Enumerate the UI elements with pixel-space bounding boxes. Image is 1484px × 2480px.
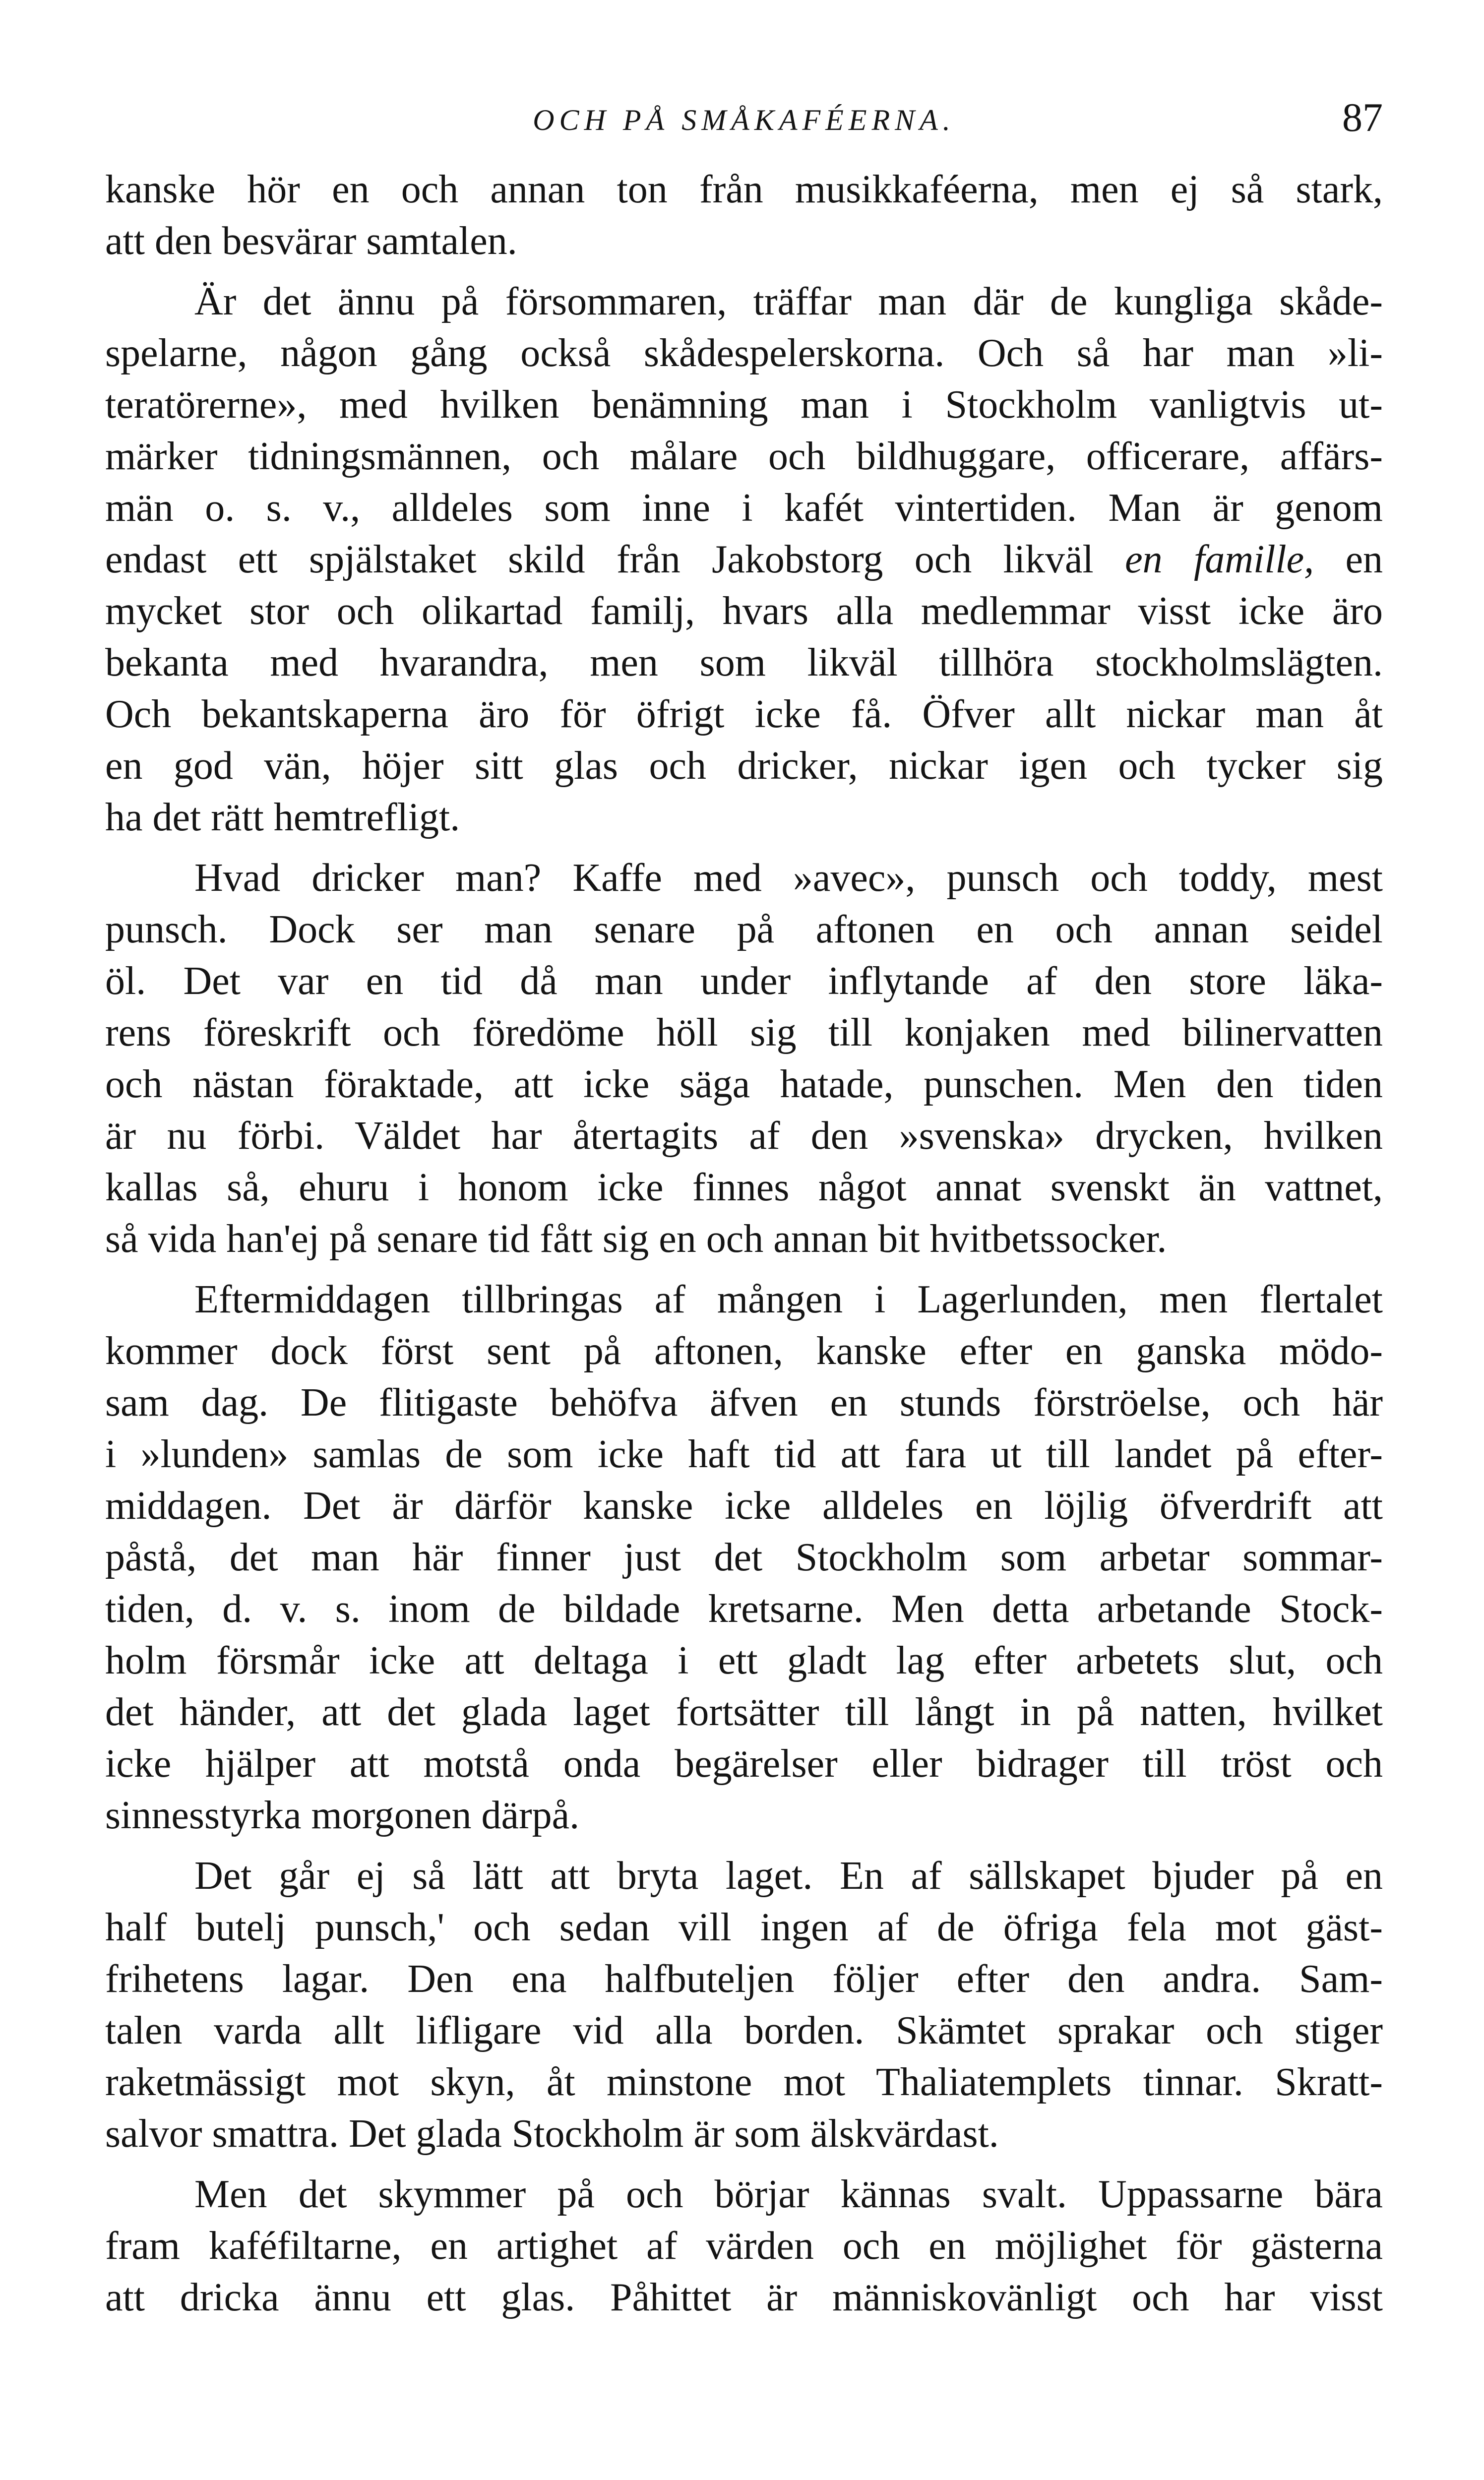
text-line-with-italic [105, 534, 1383, 585]
text-line: kommer dock först sent på aftonen, kanske efter en ganska mödo- [105, 1329, 1383, 1373]
text-line: holm försmår icke att deltaga i ett gladt lag efter arbetets slut, och [105, 1639, 1383, 1682]
text-line: Det går ej så lätt att bryta laget. En af sällskapet bjuder på en [194, 1854, 1383, 1898]
text-line: och nästan föraktade, att icke säga hatade, punschen. Men den tiden [105, 1062, 1383, 1106]
text-line: en god vän, höjer sitt glas och dricker, nickar igen och tycker sig [105, 744, 1383, 788]
paragraph-1 [105, 164, 1383, 267]
text-line: öl. Det var en tid då man under inflytande af den store läka- [105, 959, 1383, 1003]
text-line: icke hjälper att motstå onda begärelser eller bidrager till tröst och [105, 1742, 1383, 1786]
text-line: Hvad dricker man? Kaffe med »avec», punsch och toddy, mest [194, 856, 1383, 900]
text-line: Men det skymmer på och börjar kännas svalt. Uppassarne bära [194, 2172, 1383, 2216]
line-text: endast ett spjälstaket skild från Jakobstorg och likväl [105, 538, 1094, 581]
italic-phrase: en famille, [1125, 538, 1314, 581]
text-line: ha det rätt hemtrefligt. [105, 796, 460, 839]
text-line: middagen. Det är därför kanske icke alldeles en löjlig öfverdrift att [105, 1484, 1383, 1528]
page-header [105, 89, 1383, 149]
text-line: Och bekantskaperna äro för öfrigt icke få. Öfver allt nickar man åt [105, 692, 1383, 736]
text-line: spelarne, någon gång också skådespelerskorna. Och så har man »li- [105, 331, 1383, 375]
text-line: sinnesstyrka morgonen därpå. [105, 1794, 580, 1837]
text-line: half butelj punsch,' och sedan vill ingen af de öfriga fela mot gäst- [105, 1906, 1383, 1949]
text-line: fram kaféfiltarne, en artighet af värden och en möjlighet för gästerna [105, 2224, 1383, 2268]
text-line: det händer, att det glada laget fortsätter till långt in på natten, hvilket [105, 1690, 1383, 1734]
text-line: är nu förbi. Väldet har återtagits af den »svenska» drycken, hvilken [105, 1114, 1383, 1158]
text-line: teratörerne», med hvilken benämning man i Stockholm vanligtvis ut- [105, 383, 1383, 427]
text-line: salvor smattra. Det glada Stockholm är som älskvärdast. [105, 2112, 999, 2156]
text-line: raketmässigt mot skyn, åt minstone mot Thaliatemplets tinnar. Skratt- [105, 2060, 1383, 2104]
text-line: att den besvärar samtalen. [105, 219, 517, 263]
text-line: mycket stor och olikartad familj, hvars alla medlemmar visst icke äro [105, 589, 1383, 633]
text-line: kallas så, ehuru i honom icke finnes något annat svenskt än vattnet, [105, 1166, 1383, 1209]
paragraph-6 [105, 2169, 1383, 2323]
text-line: att dricka ännu ett glas. Påhittet är människovänligt och har visst [105, 2276, 1383, 2319]
page-number: 87 [1342, 95, 1383, 140]
line-text: en [1345, 538, 1383, 581]
running-title: OCH PÅ SMÅKAFÉERNA. [533, 104, 955, 136]
text-line: Är det ännu på försommaren, träffar man där de kungliga skåde- [194, 280, 1383, 323]
text-line: så vida han'ej på senare tid fått sig en och annan bit hvitbetssocker. [105, 1217, 1167, 1261]
text-line: Eftermiddagen tillbringas af mången i Lagerlunden, men flertalet [194, 1278, 1383, 1321]
paragraph-2 [105, 276, 1383, 843]
paragraph-4 [105, 1274, 1383, 1841]
body-text [105, 164, 1383, 2323]
text-line: märker tidningsmännen, och målare och bildhuggare, officerare, affärs- [105, 434, 1383, 478]
text-line: bekanta med hvarandra, men som likväl tillhöra stockholmslägten. [105, 641, 1383, 684]
paragraph-3 [105, 852, 1383, 1265]
paragraph-5 [105, 1850, 1383, 2160]
text-line: i »lunden» samlas de som icke haft tid att fara ut till landet på efter- [105, 1432, 1383, 1476]
text-line: tiden, d. v. s. inom de bildade kretsarne. Men detta arbetande Stock- [105, 1587, 1383, 1631]
text-line: rens föreskrift och föredöme höll sig till konjaken med bilinervatten [105, 1011, 1383, 1054]
text-line: talen varda allt lifligare vid alla borden. Skämtet sprakar och stiger [105, 2009, 1383, 2052]
text-line: kanske hör en och annan ton från musikkaféerna, men ej så stark, [105, 168, 1383, 211]
text-line: påstå, det man här finner just det Stockholm som arbetar sommar- [105, 1536, 1383, 1579]
text-line: frihetens lagar. Den ena halfbuteljen följer efter den andra. Sam- [105, 1957, 1383, 2001]
text-line: män o. s. v., alldeles som inne i kafét vintertiden. Man är genom [105, 486, 1383, 530]
text-line: sam dag. De flitigaste behöfva äfven en stunds förströelse, och här [105, 1381, 1383, 1425]
text-line: punsch. Dock ser man senare på aftonen en och annan seidel [105, 908, 1383, 951]
